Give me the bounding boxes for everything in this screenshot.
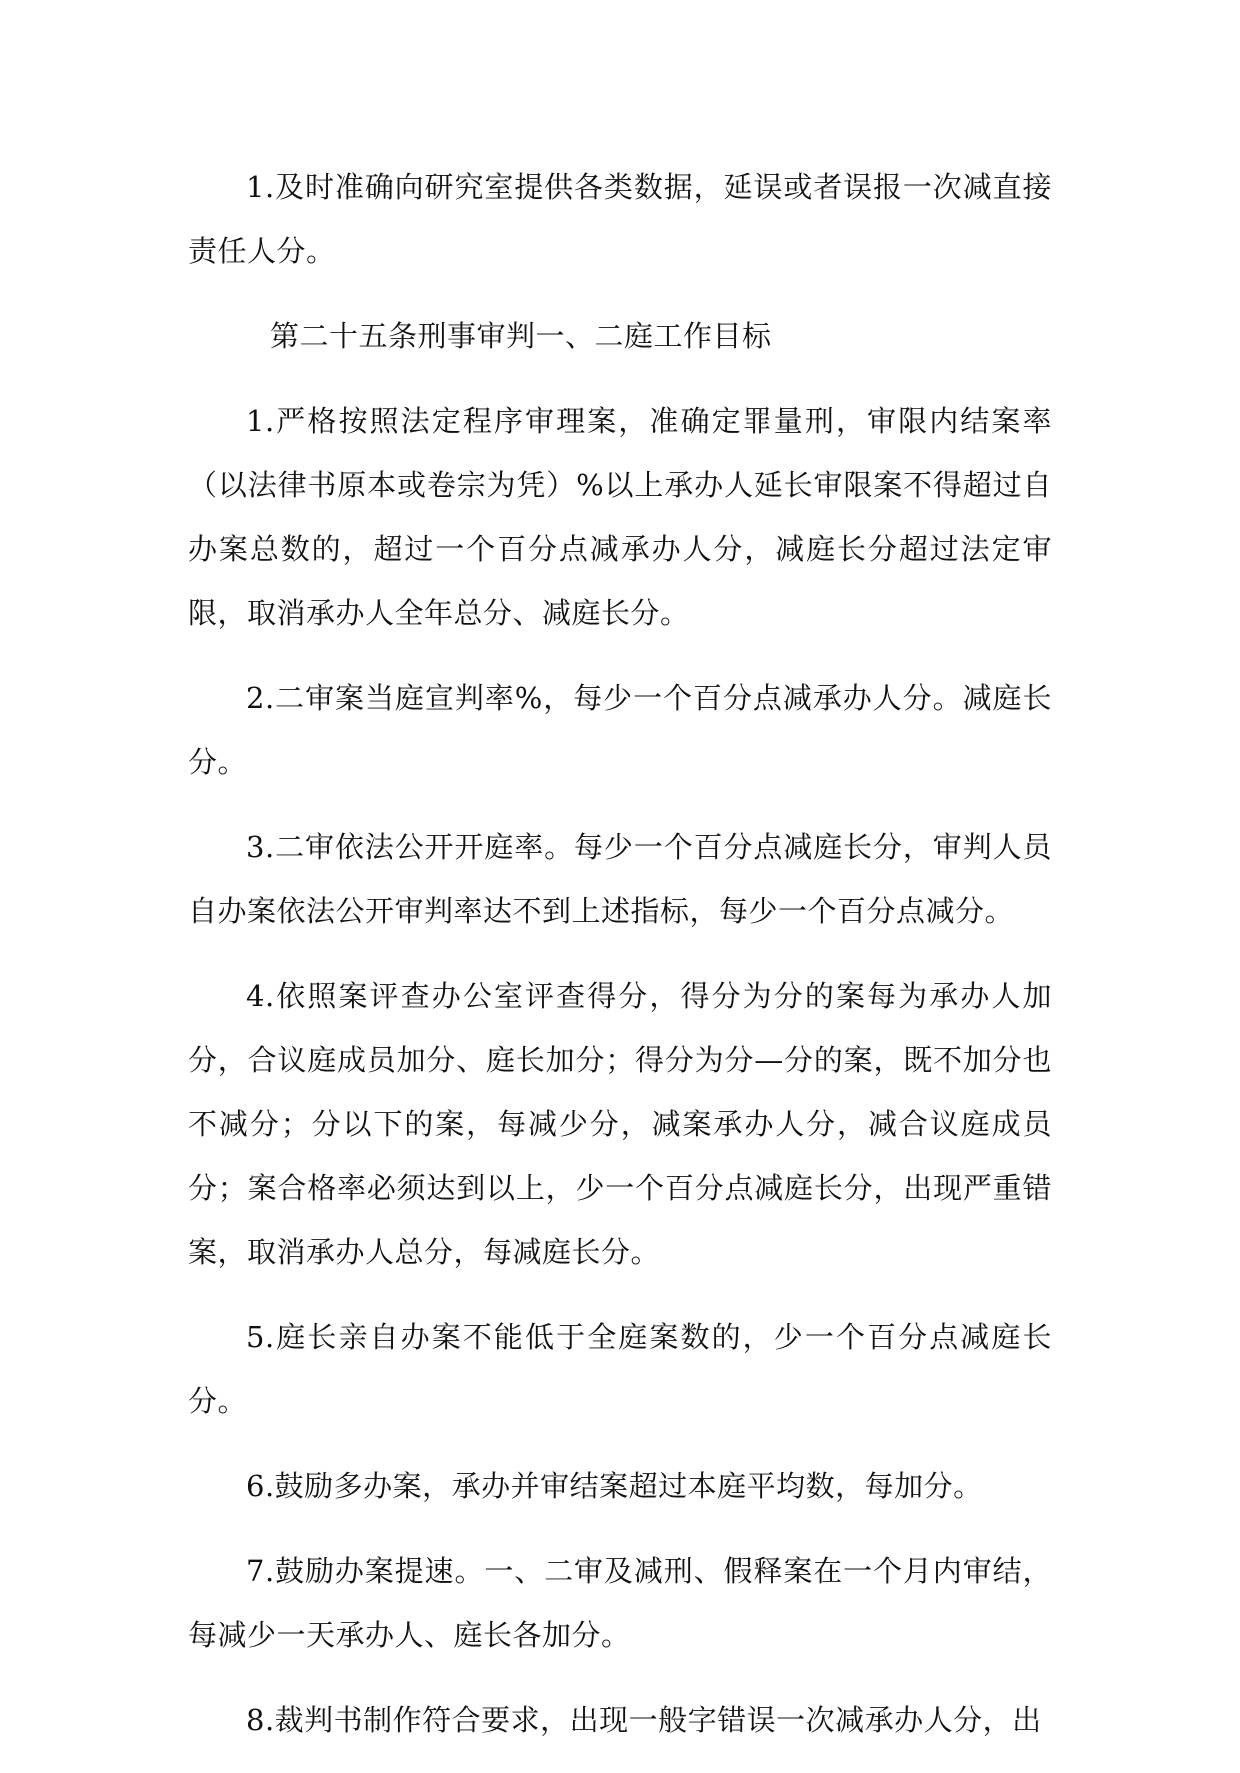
paragraph-item-8-judgment-drafting: 8.裁判书制作符合要求，出现一般字错误一次减承办人分，出 <box>246 1703 1042 1737</box>
paragraph-item-4-case-evaluation: 4.依照案评查办公室评查得分，得分为分的案每为承办人加分，合议庭成员加分、庭长加分；得分为分—分的案，既不加分也不减分；分以下的案，每减少分，减案承办人分，减合议庭成员分；案合格率必须达到以上，少一个百分点减庭长分，出现严重错案，取消承办人总分，每减庭长分。 <box>188 979 1052 1269</box>
paragraph-item-3-public-hearing-rate: 3.二审依法公开开庭率。每少一个百分点减庭长分，审判人员自办案依法公开审判率达不到上述指标，每少一个百分点减分。 <box>188 830 1052 928</box>
paragraph-item-2-court-verdict-rate: 2.二审案当庭宣判率%，每少一个百分点减承办人分。减庭长分。 <box>188 681 1052 779</box>
article-25-heading: 第二十五条刑事审判一、二庭工作目标 <box>270 319 772 353</box>
paragraph-item-7-encourage-speed: 7.鼓励办案提速。一、二审及减刑、假释案在一个月内审结，每减少一天承办人、庭长各加分。 <box>188 1554 1052 1652</box>
document-body <box>188 155 1052 1773</box>
paragraph-item-5-president-caseload: 5.庭长亲自办案不能低于全庭案数的，少一个百分点减庭长分。 <box>188 1320 1052 1418</box>
paragraph-item-6-encourage-more-cases: 6.鼓励多办案，承办并审结案超过本庭平均数，每加分。 <box>246 1469 983 1503</box>
paragraph-item-1-data-reporting: 1.及时准确向研究室提供各类数据，延误或者误报一次减直接责任人分。 <box>188 170 1052 268</box>
paragraph-item-1-legal-procedure: 1.严格按照法定程序审理案，准确定罪量刑，审限内结案率（以法律书原本或卷宗为凭）%以上承办人延长审限案不得超过自办案总数的，超过一个百分点减承办人分，减庭长分超过法定审限，取消承办人全年总分、减庭长分。 <box>188 404 1052 630</box>
